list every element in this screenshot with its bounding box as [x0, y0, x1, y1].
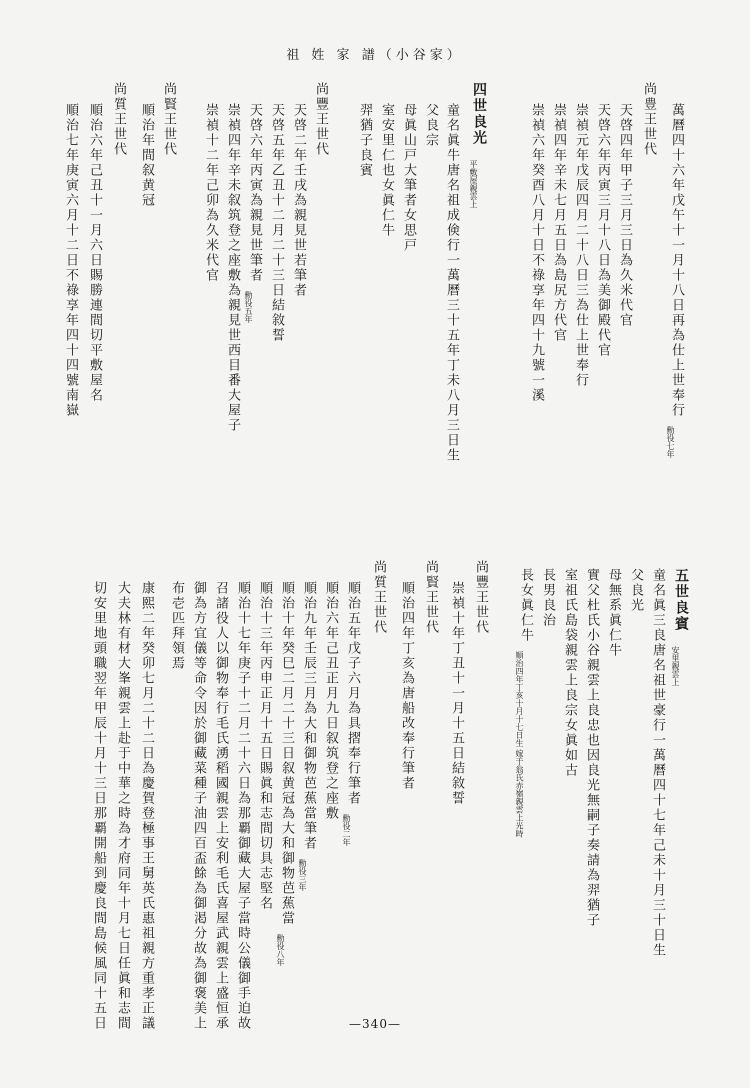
- generation-heading: 五世良賓: [673, 568, 689, 632]
- text-column: 崇禎十二年己卯為久米代官: [203, 103, 218, 283]
- title-annotation: 平敷屋親雲上: [469, 160, 478, 208]
- text-column: 順治四年丁亥為唐船改奉行筆者: [399, 581, 414, 791]
- text-column: 母眞山戸大筆者女思戸: [401, 103, 416, 253]
- inline-note: 勳役三年: [298, 859, 307, 891]
- text-column: 崇禎元年戊辰四月二十八日三為仕上世奉行: [573, 103, 588, 388]
- page-number: —340—: [349, 1017, 401, 1031]
- text-column: 順治十七年庚子十二月二十六日為那覇御藏大屋子當時公儀御手迫故: [235, 581, 250, 1031]
- text-column: 崇禎四年辛未七月五日為島尻方代官: [551, 103, 566, 343]
- text-column: 崇禎十年丁丑十一月十五日結敘誓: [449, 581, 464, 806]
- text-column: 崇禎四年辛未叙筑登之座敷為親見世西目番大屋子: [225, 103, 240, 433]
- text-column: 順治六年己丑正月九日叙筑登之座敷: [323, 581, 338, 821]
- inline-note: 勳役八年: [276, 934, 285, 966]
- text-column: 尚賢王世代: [161, 82, 176, 157]
- text-column: 順治九年壬辰三月為大和御物芭蕉當筆者: [301, 581, 316, 851]
- text-column: 童名眞牛唐名祖成倹行一萬曆三十五年丁未八月三日生: [444, 103, 459, 463]
- text-column: 長女眞仁牛: [518, 568, 533, 643]
- text-column: 崇禎六年癸酉八月十日不祿享年四十九號一溪: [529, 103, 544, 403]
- text-column: 順治十三年丙申正月十五日賜眞和志間切具志堅名: [257, 581, 272, 911]
- text-column: 天啓六年丙寅三月十八日為美御殿代官: [595, 103, 610, 358]
- text-column: 母無系眞仁牛: [606, 568, 621, 658]
- text-column: 童名眞三良唐名祖世豪行一萬曆四十七年己未十月三十日生: [650, 568, 665, 958]
- text-column: 實父杜氏小谷親雲上良忠也因良光無嗣子奏請為羿猶子: [584, 568, 599, 928]
- text-column: 順治年間叙黄冠: [139, 103, 154, 208]
- text-column: 切安里地頭職翌年甲辰十月十三日那覇開船到慶良間島候風同十五日: [91, 581, 106, 1031]
- text-column: 布壱匹拜領焉: [169, 581, 184, 671]
- text-column: 天啓六年丙寅為親見世筆者: [247, 103, 262, 283]
- text-column: 尚質王世代: [371, 560, 386, 635]
- title-annotation: 安里親雲上: [671, 646, 680, 686]
- text-column: 尚賢王世代: [423, 560, 438, 635]
- inline-note: 順治四年丁亥十月十七日生 嫁于翁氏赤嶺親雲上光時: [515, 651, 524, 838]
- text-column: 天啓二年壬戌為親見世若筆者: [291, 103, 306, 298]
- text-column: 順治五年戊子六月為具摺奉行筆者: [345, 581, 360, 806]
- inline-note: 勳役二年: [342, 814, 351, 846]
- text-column: 尚質王世代: [111, 82, 126, 157]
- text-column: 召諸役人以御物奉行毛氏湧稻國親雲上安利毛氏喜屋武親雲上盛恒承: [213, 581, 228, 1031]
- text-column: 尚豐王世代: [313, 82, 328, 157]
- text-column: 御為方宜儀等命令因於御藏菜種子油四百盃餘為御渇分故為御褒美上: [191, 581, 206, 1031]
- text-column: 尚豊王世代: [641, 82, 656, 157]
- text-column: 天啓四年甲子三月三日為久米代官: [617, 103, 632, 328]
- text-column: 尚豐王世代: [473, 560, 488, 635]
- text-column: 父良光: [628, 568, 643, 613]
- text-column: 康熙二年癸卯七月二十二日為慶賀登極事王舅英氏惠祖親方重孝正議: [139, 581, 154, 1031]
- generation-heading: 四世良光: [471, 82, 487, 146]
- text-column: 室安里仁也女眞仁牛: [379, 103, 394, 238]
- text-column: 順治七年庚寅六月十二日不祿享年四十四號南嶽: [63, 103, 78, 418]
- text-column: 羿猶子良賓: [357, 103, 372, 178]
- inline-note: 勳役五年: [244, 291, 253, 323]
- text-column: 室祖氏島袋親雲上良宗女眞如古: [562, 568, 577, 778]
- inline-note: 勳役七年: [666, 426, 675, 458]
- page-header: 祖 姓 家 譜（小谷家）: [286, 48, 464, 63]
- text-column: 天啓五年乙丑十二月二十三日結敘誓: [269, 103, 284, 343]
- text-column: 順治十年癸巳二月二十三日叙黄冠為大和御物芭蕉當: [279, 581, 294, 926]
- text-column: 萬曆四十六年戊午十一月十八日再為仕上世奉行: [669, 103, 684, 418]
- text-column: 長男良治: [540, 568, 555, 628]
- text-column: 父良宗: [423, 103, 438, 148]
- text-column: 大夫林有材大峯親雲上赴于中華之時為才府同年十月七日任眞和志間: [115, 581, 130, 1031]
- text-column: 順治六年己丑十一月六日賜勝連間切平敷屋名: [87, 103, 102, 403]
